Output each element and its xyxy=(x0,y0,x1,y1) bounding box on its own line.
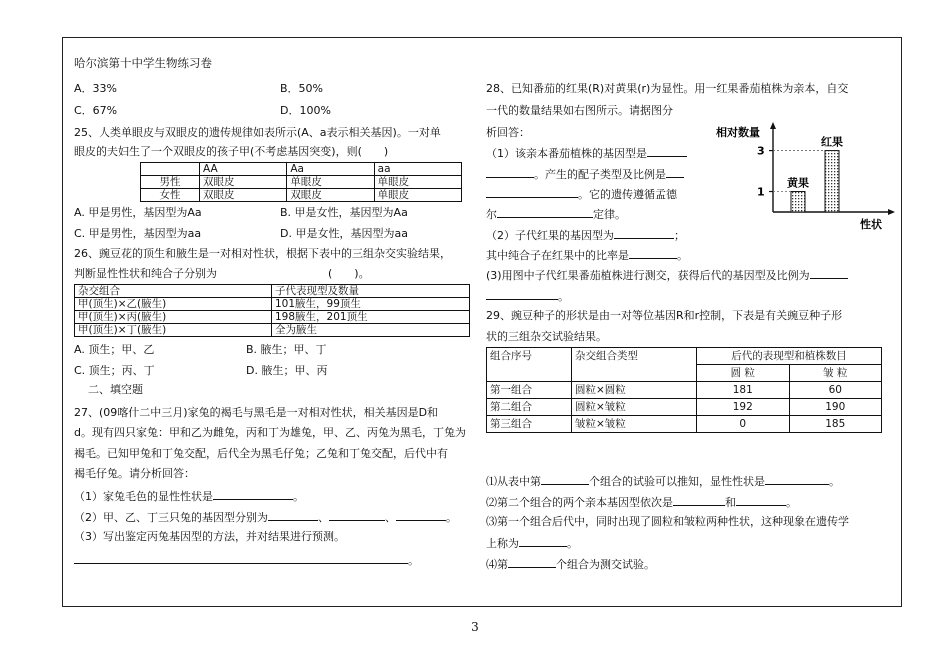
table-cell: 皱粒×皱粒 xyxy=(572,416,697,433)
table-cell: 女性 xyxy=(141,189,200,202)
table-cell: 甲(顶生)×乙(腋生) xyxy=(75,298,272,311)
table-cell: 190 xyxy=(789,399,882,416)
q28-part-1a: （1）该亲本番茄植株的基因型是 xyxy=(486,145,687,161)
table-cell: 第三组合 xyxy=(487,416,572,433)
q29-part-2: ⑵第二个组合的两个亲本基因型依次是 和 。 xyxy=(486,496,797,509)
table-cell: 60 xyxy=(789,382,882,399)
q26-table xyxy=(74,284,470,337)
answer-blank[interactable] xyxy=(268,509,318,521)
table-cell: 双眼皮 xyxy=(287,189,374,202)
option-d: D．100% xyxy=(280,104,331,117)
table-cell: 单眼皮 xyxy=(374,189,461,202)
q29-part-3a: ⑶第一个组合后代中，同时出现了圆粒和皱粒两种性状，这种现象在遗传学 xyxy=(486,515,849,528)
option-b: B．50% xyxy=(280,82,323,95)
q25-table xyxy=(140,162,462,202)
answer-blank[interactable] xyxy=(666,166,684,178)
q28-stem-2: 一代的数量结果如右图所示。请据图分 xyxy=(486,104,673,117)
answer-blank[interactable] xyxy=(810,267,848,279)
table-cell: 单眼皮 xyxy=(374,176,461,189)
page-header: 哈尔滨第十中学生物练习卷 xyxy=(74,56,212,70)
q28-bar-chart xyxy=(714,120,904,230)
answer-blank[interactable] xyxy=(508,556,556,568)
table-header-cell: 组合序号 xyxy=(487,348,572,382)
q27-part-2: （2）甲、乙、丁三只兔的基因型分别为 、 、 。 xyxy=(74,511,457,524)
table-cell: 双眼皮 xyxy=(200,189,287,202)
x-axis-label: 性状 xyxy=(860,218,882,230)
q29-part-4: ⑷第 个组合为测交试验。 xyxy=(486,558,655,571)
table-header-cell: 皱 粒 xyxy=(789,365,882,382)
bar-label: 黄果 xyxy=(787,176,809,190)
table-cell xyxy=(141,163,200,176)
table-cell: Aa xyxy=(287,163,374,176)
table-cell: 全为腋生 xyxy=(272,324,470,337)
table-cell: 0 xyxy=(697,416,790,433)
table-cell: 第一组合 xyxy=(487,382,572,399)
q28-part-1d: 尔 定律。 xyxy=(486,208,626,221)
table-cell: 第二组合 xyxy=(487,399,572,416)
table-cell: 185 xyxy=(789,416,882,433)
q27-stem-4: 褐毛仔兔。请分析回答： xyxy=(74,467,195,480)
table-cell: 男性 xyxy=(141,176,200,189)
bar-yellow-fruit xyxy=(791,192,805,212)
answer-blank[interactable] xyxy=(519,535,567,547)
q29-stem-2: 状的三组杂交试验结果。 xyxy=(486,330,607,343)
answer-blank[interactable] xyxy=(673,494,725,506)
q27-answer-line: 。 xyxy=(74,552,419,568)
table-header-cell: 杂交组合类型 xyxy=(572,348,697,382)
q25-option-a: A. 甲是男性，基因型为Aa xyxy=(74,206,202,219)
y-axis-label: 相对数量 xyxy=(716,126,760,139)
answer-blank[interactable] xyxy=(629,247,677,259)
table-cell: 单眼皮 xyxy=(287,176,374,189)
q29-stem-1: 29、豌豆种子的形状是由一对等位基因R和r控制，下表是有关豌豆种子形 xyxy=(486,309,843,322)
table-cell: aa xyxy=(374,163,461,176)
table-cell: 192 xyxy=(697,399,790,416)
q28-part-3: (3)用图中子代红果番茄植株进行测交，获得后代的基因型及比例为 xyxy=(486,267,848,283)
q28-part-2b: 其中纯合子在红果中的比率是 。 xyxy=(486,249,688,262)
q27-stem-3: 褐毛。已知甲兔和丁兔交配，后代全为黑毛仔兔；乙兔和丁兔交配，后代中有 xyxy=(74,447,448,460)
q26-stem-1: 26、豌豆花的顶生和腋生是一对相对性状，根据下表中的三组杂交实验结果， xyxy=(74,247,451,260)
q26-option-b: B. 腋生；甲、丁 xyxy=(246,343,327,356)
y-tick-label: 3 xyxy=(757,144,765,158)
option-c: C．67% xyxy=(74,104,118,117)
q25-stem-2: 眼皮的夫妇生了一个双眼皮的孩子甲(不考虑基因突变)，则( ) xyxy=(74,145,389,158)
q25-option-c: C. 甲是男性，基因型为aa xyxy=(74,227,202,240)
q27-stem-1: 27、(09喀什二中三月)家兔的褐毛与黑毛是一对相对性状，相关基因是D和 xyxy=(74,406,439,419)
answer-blank[interactable] xyxy=(213,488,293,500)
bar-label: 红果 xyxy=(821,135,843,149)
q25-stem-1: 25、人类单眼皮与双眼皮的遗传规律如表所示(A、a表示相关基因)。一对单 xyxy=(74,126,441,139)
table-cell: 圆粒×圆粒 xyxy=(572,382,697,399)
answer-blank[interactable] xyxy=(486,166,534,178)
q29-part-3b: 上称为 。 xyxy=(486,537,578,550)
y-axis-arrow-icon xyxy=(770,122,776,129)
q27-part-1: （1）家兔毛色的显性性状是 。 xyxy=(74,490,304,503)
answer-blank[interactable] xyxy=(486,288,558,300)
q28-stem-3: 析回答： xyxy=(486,126,530,139)
q27-part-3: （3）写出鉴定丙兔基因型的方法，并对结果进行预测。 xyxy=(74,530,345,543)
table-cell: 198腋生，201顶生 xyxy=(272,311,470,324)
y-tick-label: 1 xyxy=(757,185,765,199)
answer-blank[interactable] xyxy=(647,145,687,157)
table-header-cell: 圆 粒 xyxy=(697,365,790,382)
q28-stem-1: 28、已知番茄的红果(R)对黄果(r)为显性。用一红果番茄植株为亲本，自交 xyxy=(486,82,849,95)
table-cell: 子代表现型及数量 xyxy=(272,285,470,298)
q29-table xyxy=(486,347,882,433)
answer-blank[interactable] xyxy=(396,509,446,521)
q28-part-1c: 。它的遗传遵循孟德 xyxy=(486,186,677,202)
answer-blank[interactable] xyxy=(486,186,578,198)
table-cell: 101腋生，99顶生 xyxy=(272,298,470,311)
answer-blank[interactable] xyxy=(765,473,829,485)
answer-blank[interactable] xyxy=(736,494,786,506)
table-cell: AA xyxy=(200,163,287,176)
table-cell: 甲(顶生)×丁(腋生) xyxy=(75,324,272,337)
x-axis-arrow-icon xyxy=(888,209,895,215)
answer-blank[interactable] xyxy=(541,473,589,485)
q26-stem-2: 判断显性性状和纯合子分别为 xyxy=(74,267,217,280)
option-a: A．33% xyxy=(74,82,117,95)
answer-blank[interactable] xyxy=(497,206,593,218)
q29-part-1: ⑴从表中第 个组合的试验可以推知，显性性状是 。 xyxy=(486,475,840,488)
q28-part-2a: （2）子代红果的基因型为 ； xyxy=(486,229,685,242)
q26-option-a: A. 顶生；甲、乙 xyxy=(74,343,155,356)
answer-blank[interactable] xyxy=(329,509,385,521)
q27-stem-2: d。现有四只家兔：甲和乙为雌兔，丙和丁为雄兔，甲、乙、丙兔为黑毛，丁兔为 xyxy=(74,426,466,439)
page-number: 3 xyxy=(471,620,479,634)
section-title: 二、填空题 xyxy=(88,383,143,396)
q26-option-c: C. 顶生；丙、丁 xyxy=(74,364,155,377)
bar-red-fruit xyxy=(825,151,839,212)
table-cell: 圆粒×皱粒 xyxy=(572,399,697,416)
table-header-cell: 后代的表现型和植株数目 xyxy=(697,348,882,365)
table-cell: 杂交组合 xyxy=(75,285,272,298)
table-cell: 181 xyxy=(697,382,790,399)
q26-answer-paren: ( )。 xyxy=(328,267,370,280)
q28-part-3b: 。 xyxy=(486,288,569,304)
table-cell: 双眼皮 xyxy=(200,176,287,189)
answer-blank[interactable] xyxy=(74,552,408,564)
answer-blank[interactable] xyxy=(614,227,674,239)
q25-option-d: D. 甲是女性，基因型为aa xyxy=(280,227,408,240)
table-cell: 甲(顶生)×丙(腋生) xyxy=(75,311,272,324)
q28-part-1b: 。产生的配子类型及比例是 xyxy=(486,166,684,182)
q26-option-d: D. 腋生；甲、丙 xyxy=(246,364,328,377)
q25-option-b: B. 甲是女性，基因型为Aa xyxy=(280,206,408,219)
